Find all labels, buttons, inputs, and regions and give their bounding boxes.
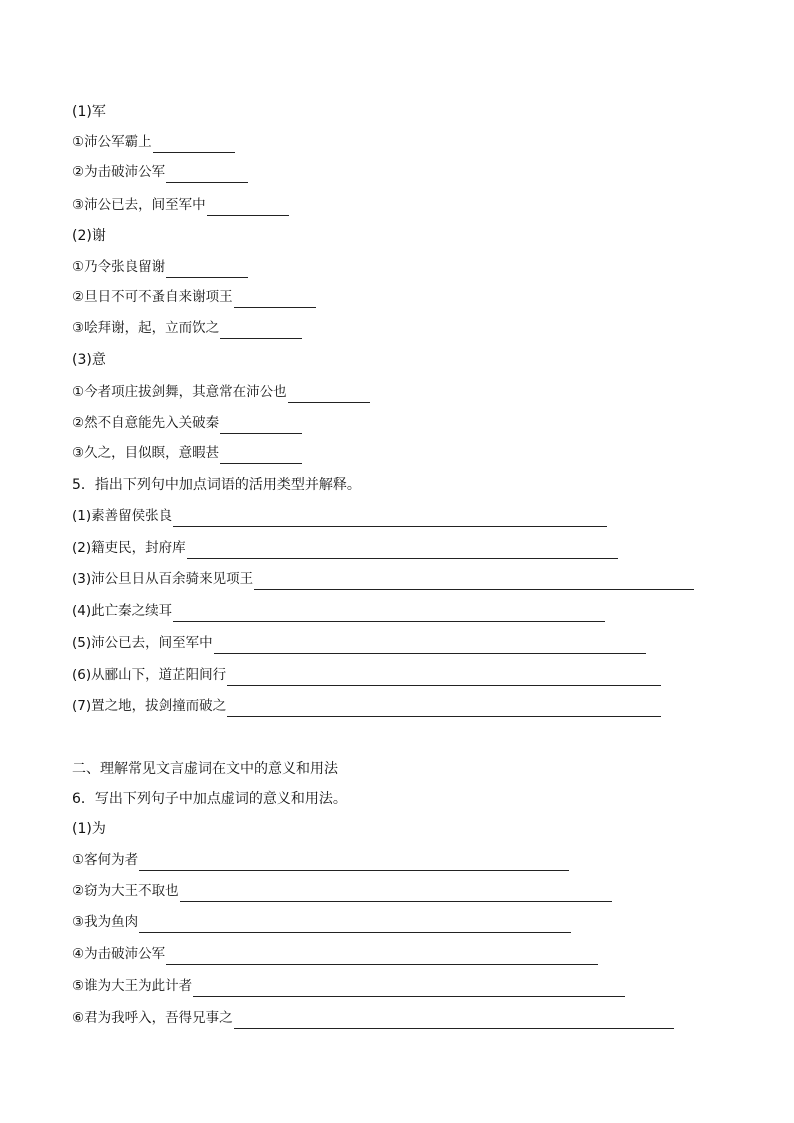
list-item	[72, 849, 569, 871]
list-item	[72, 880, 612, 902]
list-item	[72, 632, 646, 654]
item-text: ②旦日不可不蚤自来谢项王	[72, 289, 233, 305]
answer-blank[interactable]	[234, 1014, 674, 1029]
item-text: ③沛公已去，间至军中	[72, 197, 206, 213]
list-item	[72, 442, 302, 464]
answer-blank[interactable]	[207, 201, 289, 216]
item-text: (3)沛公旦日从百余骑来见项王	[72, 571, 254, 587]
answer-blank[interactable]	[173, 607, 605, 622]
answer-blank[interactable]	[214, 639, 646, 654]
list-item	[72, 381, 370, 403]
answer-blank[interactable]	[288, 388, 370, 403]
item-text: (6)从郦山下，道芷阳间行	[72, 667, 227, 683]
list-item	[72, 286, 316, 308]
item-text: ①沛公军霸上	[72, 134, 152, 150]
answer-blank[interactable]	[173, 512, 607, 527]
answer-blank[interactable]	[234, 293, 316, 308]
item-text: (5)沛公已去，间至军中	[72, 635, 213, 651]
list-item	[72, 256, 248, 278]
question-6-prompt: 6．写出下列句子中加点虚词的意义和用法。	[72, 791, 347, 807]
answer-blank[interactable]	[220, 449, 302, 464]
item-text: ④为击破沛公军	[72, 946, 166, 962]
sub-heading-wei: (1)为	[72, 821, 106, 837]
item-text: ①乃令张良留谢	[72, 259, 166, 275]
item-text: ②为击破沛公军	[72, 164, 166, 180]
sub-heading-xie: (2)谢	[72, 228, 106, 244]
item-text: ①客何为者	[72, 852, 139, 868]
list-item	[72, 1007, 674, 1029]
list-item	[72, 505, 607, 527]
item-text: ②窃为大王不取也	[72, 883, 179, 899]
answer-blank[interactable]	[153, 138, 235, 153]
answer-blank[interactable]	[220, 419, 302, 434]
item-text: ③久之，目似瞑，意暇甚	[72, 445, 220, 461]
item-text: ③我为鱼肉	[72, 914, 139, 930]
item-text: (2)籍吏民，封府库	[72, 540, 186, 556]
answer-blank[interactable]	[139, 856, 569, 871]
answer-blank[interactable]	[254, 575, 694, 590]
item-text: ②然不自意能先入关破秦	[72, 415, 220, 431]
list-item	[72, 131, 235, 153]
answer-blank[interactable]	[180, 887, 612, 902]
answer-blank[interactable]	[227, 702, 661, 717]
section-2-title: 二、理解常见文言虚词在文中的意义和用法	[72, 761, 338, 777]
answer-blank[interactable]	[227, 671, 661, 686]
answer-blank[interactable]	[166, 263, 248, 278]
list-item	[72, 943, 598, 965]
item-text: ⑤谁为大王为此计者	[72, 978, 193, 994]
answer-blank[interactable]	[139, 918, 571, 933]
list-item	[72, 911, 571, 933]
list-item	[72, 412, 302, 434]
list-item	[72, 695, 661, 717]
sub-heading-jun: (1)军	[72, 104, 106, 120]
list-item	[72, 537, 618, 559]
answer-blank[interactable]	[193, 982, 625, 997]
item-text: ③哙拜谢，起，立而饮之	[72, 320, 220, 336]
list-item	[72, 161, 248, 183]
item-text: (7)置之地，拔剑撞而破之	[72, 698, 227, 714]
list-item	[72, 600, 605, 622]
list-item	[72, 194, 289, 216]
list-item	[72, 317, 302, 339]
answer-blank[interactable]	[166, 168, 248, 183]
item-text: ⑥君为我呼入，吾得兄事之	[72, 1010, 233, 1026]
answer-blank[interactable]	[220, 324, 302, 339]
item-text: ①今者项庄拔剑舞，其意常在沛公也	[72, 384, 287, 400]
sub-heading-yi: (3)意	[72, 352, 106, 368]
list-item	[72, 664, 661, 686]
item-text: (1)素善留侯张良	[72, 508, 173, 524]
answer-blank[interactable]	[166, 950, 598, 965]
item-text: (4)此亡秦之续耳	[72, 603, 173, 619]
list-item	[72, 568, 694, 590]
list-item	[72, 975, 625, 997]
question-5-prompt: 5．指出下列句中加点词语的活用类型并解释。	[72, 477, 361, 493]
answer-blank[interactable]	[187, 544, 618, 559]
